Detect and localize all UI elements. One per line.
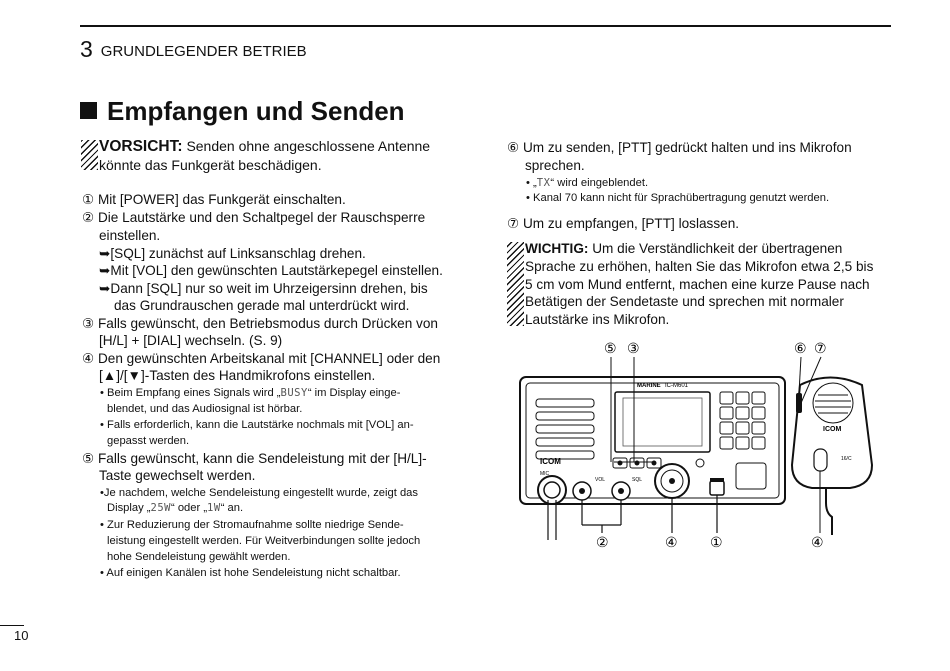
note-busy-cont: blendet, und das Audiosignal ist hörbar.	[107, 403, 303, 415]
radio-display	[615, 392, 710, 452]
callout-6: ⑥	[794, 340, 807, 356]
step-4: ④ Den gewünschten Arbeitskanal mit [CHANNEL] oder den	[82, 351, 441, 366]
step-5: ⑤ Falls gewünscht, kann die Sendeleistung mit der [H/L]-	[82, 451, 427, 466]
callout-2: ②	[596, 534, 609, 550]
chapter-title: GRUNDLEGENDER BETRIEB	[100, 43, 307, 60]
page-number: 10	[14, 628, 29, 643]
note-reduce-cont2: hohe Sendeleistung gewählt werden.	[107, 551, 291, 563]
important-line-2: Sprache zu erhöhen, halten Sie das Mikrofon etwa 2,5 bis	[525, 259, 874, 274]
mic-key-16c: 16/C	[841, 456, 852, 462]
section-title	[80, 96, 405, 127]
callout-4-mic: ④	[811, 534, 824, 550]
substep-sql-turn: ➥Dann [SQL] nur so weit im Uhrzeigersinn drehen, bis	[99, 281, 428, 296]
important-text-1: Um die Verständlichkeit der übertragenen	[592, 241, 843, 256]
note-tx-c: “ wird eingeblendet.	[550, 177, 649, 189]
step-5-cont: Taste gewechselt werden.	[99, 468, 256, 483]
caution-label: VORSICHT:	[99, 138, 183, 155]
substep-vol: ➥Mit [VOL] den gewünschten Lautstärkepegel einstellen.	[99, 263, 443, 278]
step-4-cont: [▲]/[▼]-Tasten des Handmikrofons einstellen.	[99, 368, 376, 383]
important-label: WICHTIG:	[525, 241, 589, 256]
step-1: ① Mit [POWER] das Funkgerät einschalten.	[82, 192, 346, 207]
caution-text-1: Senden ohne angeschlossene Antenne	[186, 138, 431, 154]
important-hatch-icon	[507, 242, 524, 326]
substep-sql-turn-cont: das Grundrauschen gerade mal unterdrückt wird.	[114, 298, 410, 313]
page-number-rule	[0, 625, 24, 626]
hand-microphone	[792, 378, 872, 536]
important-line-1	[525, 240, 891, 258]
section-title-text: Empfangen und Senden	[107, 96, 405, 126]
note-volume: • Falls erforderlich, kann die Lautstärke nochmals mit [VOL] an-	[100, 419, 414, 431]
note-busy-c: “ im Display einge-	[307, 387, 401, 399]
note-busy-a: • Beim Empfang eines Signals wird „	[100, 387, 281, 399]
sql-label: SQL	[632, 477, 643, 483]
note-tx	[526, 175, 648, 191]
chapter-number: 3	[80, 36, 93, 62]
radio-brand-logo: ICOM	[540, 457, 561, 466]
note-reduce: • Zur Reduzierung der Stromaufnahme sollte niedrige Sende-	[100, 519, 404, 531]
power-button[interactable]	[710, 481, 724, 495]
step-6-cont: sprechen.	[525, 158, 585, 173]
chapter-header	[80, 36, 307, 63]
step-3: ③ Falls gewünscht, den Betriebsmodus durch Drücken von	[82, 316, 438, 331]
caution-line-1	[99, 138, 430, 156]
vol-label: VOL	[595, 477, 606, 483]
caution-line-2: könnte das Funkgerät beschädigen.	[99, 157, 322, 173]
note-reduce-cont1: leistung eingestellt werden. Für Weitverbindungen sollte jedoch	[107, 535, 421, 547]
marine-label: MARINE	[637, 383, 661, 389]
step-7: ⑦ Um zu empfangen, [PTT] loslassen.	[507, 216, 740, 231]
callout-1: ①	[710, 534, 723, 550]
model-label: IC-M601	[665, 383, 689, 389]
mic-updown-keys[interactable]	[814, 449, 827, 471]
header-rule	[80, 25, 891, 27]
lcd-1w: 1W	[207, 502, 221, 514]
lcd-25w: 25W	[150, 502, 171, 514]
callout-7: ⑦	[814, 340, 827, 356]
note-busy	[100, 385, 400, 401]
note-channel-70: • Kanal 70 kann nicht für Sprachübertragung genutzt werden.	[526, 192, 830, 204]
important-line-4: Betätigen der Sendetaste und sprechen mit normaler	[525, 294, 844, 309]
section-square-icon	[80, 102, 97, 119]
step-6: ⑥ Um zu senden, [PTT] gedrückt halten und ins Mikrofon	[507, 140, 852, 155]
callout-5: ⑤	[604, 340, 617, 356]
note-power-e: “ an.	[220, 502, 244, 514]
note-volume-cont: gepasst werden.	[107, 435, 190, 447]
caution-hatch-icon	[81, 140, 98, 170]
lcd-tx: TX	[536, 177, 551, 189]
note-power-display	[107, 500, 243, 516]
note-tx-a: • „	[526, 177, 537, 189]
note-power-c: “ oder „	[170, 502, 208, 514]
important-line-3: 5 cm vom Mund entfernt, machen eine kurze Pause nach	[525, 277, 870, 292]
lcd-busy: BUSY	[280, 387, 308, 399]
mic-brand-logo: ICOM	[823, 426, 842, 433]
note-channels: • Auf einigen Kanälen ist hohe Sendeleistung nicht schaltbar.	[100, 567, 401, 579]
callout-4: ④	[665, 534, 678, 550]
substep-sql: ➥[SQL] zunächst auf Linksanschlag drehen.	[99, 246, 366, 261]
mic-label: MIC	[540, 471, 550, 477]
callout-3: ③	[627, 340, 640, 356]
step-3-cont: [H/L] + [DIAL] wechseln. (S. 9)	[99, 333, 283, 348]
note-power-a: Display „	[107, 502, 151, 514]
step-2: ② Die Lautstärke und den Schaltpegel der Rauschsperre	[82, 210, 426, 225]
note-power: •Je nachdem, welche Sendeleistung eingestellt wurde, zeigt das	[100, 487, 418, 499]
step-2-cont: einstellen.	[99, 228, 161, 243]
important-line-5: Lautstärke ins Mikrofon.	[525, 312, 670, 327]
radio-illustration	[510, 335, 900, 555]
